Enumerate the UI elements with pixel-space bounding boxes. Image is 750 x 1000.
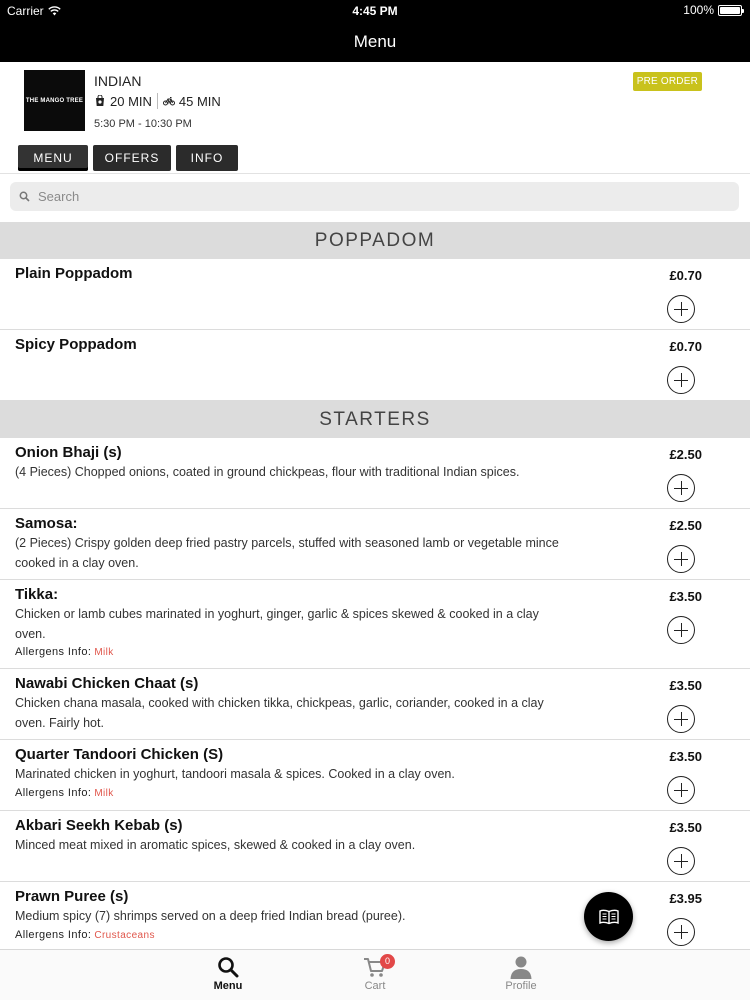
tab-bar: [18, 145, 238, 171]
delivery-times: [94, 93, 221, 109]
menu-item[interactable]: [0, 882, 750, 949]
item-price: £3.50: [669, 678, 702, 693]
menu-item[interactable]: [0, 740, 750, 811]
item-price: £3.50: [669, 820, 702, 835]
bottom-tab-label: Cart: [364, 980, 386, 992]
item-name: Nawabi Chicken Chaat (s): [15, 675, 199, 692]
add-item-button[interactable]: [667, 776, 695, 804]
menu-item[interactable]: [0, 811, 750, 882]
opening-hours: 5:30 PM - 10:30 PM: [94, 118, 192, 130]
menu-item[interactable]: [0, 259, 750, 330]
add-item-button[interactable]: [667, 545, 695, 573]
item-description: Marinated chicken in yoghurt, tandoori masala & spices. Cooked in a clay oven.: [15, 767, 455, 781]
item-name: Akbari Seekh Kebab (s): [15, 817, 183, 834]
menu-item[interactable]: [0, 330, 750, 401]
item-price: £0.70: [669, 339, 702, 354]
item-price: £3.95: [669, 891, 702, 906]
bottom-tab-profile[interactable]: [481, 954, 561, 992]
book-icon: [599, 909, 619, 925]
nav-bar: [0, 22, 750, 62]
logo-text: THE MANGO TREE: [25, 97, 84, 104]
search-icon: [217, 956, 239, 978]
bottom-tab-bar: [0, 949, 750, 1000]
search-input[interactable]: Search: [38, 189, 80, 204]
item-name: Tikka:: [15, 586, 59, 603]
allergen-label: Allergens Info:: [15, 786, 92, 799]
battery-icon: [718, 5, 742, 16]
bottom-tab-label: Profile: [505, 980, 537, 992]
battery-percent: 100%: [683, 3, 714, 17]
search-icon: [19, 191, 30, 202]
allergen-value: Milk: [94, 787, 114, 799]
allergen-value: Milk: [94, 647, 114, 658]
item-description: Chicken chana masala, cooked with chicken tikka, chickpeas, garlic, coriander, cooked in a clay oven. Fairly hot.: [15, 696, 544, 730]
menu-item[interactable]: [0, 669, 750, 740]
item-price: £2.50: [669, 518, 702, 533]
menu-book-button[interactable]: [584, 892, 633, 941]
pre-order-button[interactable]: PRE ORDER: [633, 72, 702, 91]
item-description: (4 Pieces) Chopped onions, coated in ground chickpeas, flour with traditional Indian spices.: [15, 465, 520, 479]
bicycle-icon: [163, 95, 175, 107]
item-name: Quarter Tandoori Chicken (S): [15, 746, 224, 763]
search-bar[interactable]: [10, 182, 739, 211]
clock: 4:45 PM: [352, 4, 398, 18]
divider: [157, 93, 158, 109]
item-name: Prawn Puree (s): [15, 888, 129, 905]
section-header-starters: STARTERS: [0, 401, 750, 438]
tab-offers[interactable]: OFFERS: [93, 145, 171, 171]
add-item-button[interactable]: [667, 366, 695, 394]
bottom-tab-label: Menu: [213, 980, 243, 992]
allergen-label: Allergens Info:: [15, 646, 92, 658]
allergen-value: Crustaceans: [94, 929, 155, 941]
bottom-tab-menu[interactable]: [188, 954, 268, 992]
allergen-info: [15, 646, 570, 658]
menu-item[interactable]: [0, 580, 750, 669]
carrier-label: Carrier: [7, 4, 44, 18]
item-price: £0.70: [669, 268, 702, 283]
add-item-button[interactable]: [667, 616, 695, 644]
item-description: Minced meat mixed in aromatic spices, skewed & cooked in a clay oven.: [15, 838, 416, 852]
allergen-label: Allergens Info:: [15, 928, 92, 941]
item-price: £3.50: [669, 589, 702, 604]
section-header-poppadom: POPPADOM: [0, 222, 750, 259]
item-description: (2 Pieces) Crispy golden deep fried pastry parcels, stuffed with seasoned lamb or vegetable mince cooked in a clay oven.: [15, 536, 559, 570]
add-item-button[interactable]: [667, 474, 695, 502]
add-item-button[interactable]: [667, 847, 695, 875]
tab-info[interactable]: INFO: [176, 145, 238, 171]
add-item-button[interactable]: [667, 918, 695, 946]
profile-icon: [509, 955, 533, 979]
restaurant-logo: [24, 70, 85, 131]
allergen-info: [15, 929, 570, 941]
item-name: Spicy Poppadom: [15, 336, 137, 353]
item-description: Medium spicy (7) shrimps served on a deep fried Indian bread (puree).: [15, 909, 406, 923]
allergen-info: [15, 787, 570, 799]
page-title: Menu: [353, 32, 397, 51]
item-name: Onion Bhaji (s): [15, 444, 122, 461]
menu-list[interactable]: [0, 222, 750, 949]
menu-item[interactable]: [0, 438, 750, 509]
item-name: Samosa:: [15, 515, 78, 532]
cuisine-label: INDIAN: [94, 73, 142, 89]
add-item-button[interactable]: [667, 295, 695, 323]
item-description: Chicken or lamb cubes marinated in yoghurt, ginger, garlic & spices skewed & cooked in a clay oven.: [15, 607, 539, 641]
collection-time: 20 MIN: [110, 93, 152, 109]
battery-indicator: [683, 3, 742, 17]
item-price: £2.50: [669, 447, 702, 462]
item-price: £3.50: [669, 749, 702, 764]
bottom-tab-cart[interactable]: [335, 954, 415, 992]
status-bar: [0, 0, 750, 22]
delivery-time: 45 MIN: [178, 93, 221, 109]
menu-item[interactable]: [0, 509, 750, 580]
item-name: Plain Poppadom: [15, 265, 133, 282]
cart-count-badge: 0: [380, 954, 395, 969]
tab-menu[interactable]: MENU: [18, 145, 88, 171]
restaurant-header: [0, 62, 750, 174]
collection-bag-icon: [94, 95, 106, 107]
add-item-button[interactable]: [667, 705, 695, 733]
